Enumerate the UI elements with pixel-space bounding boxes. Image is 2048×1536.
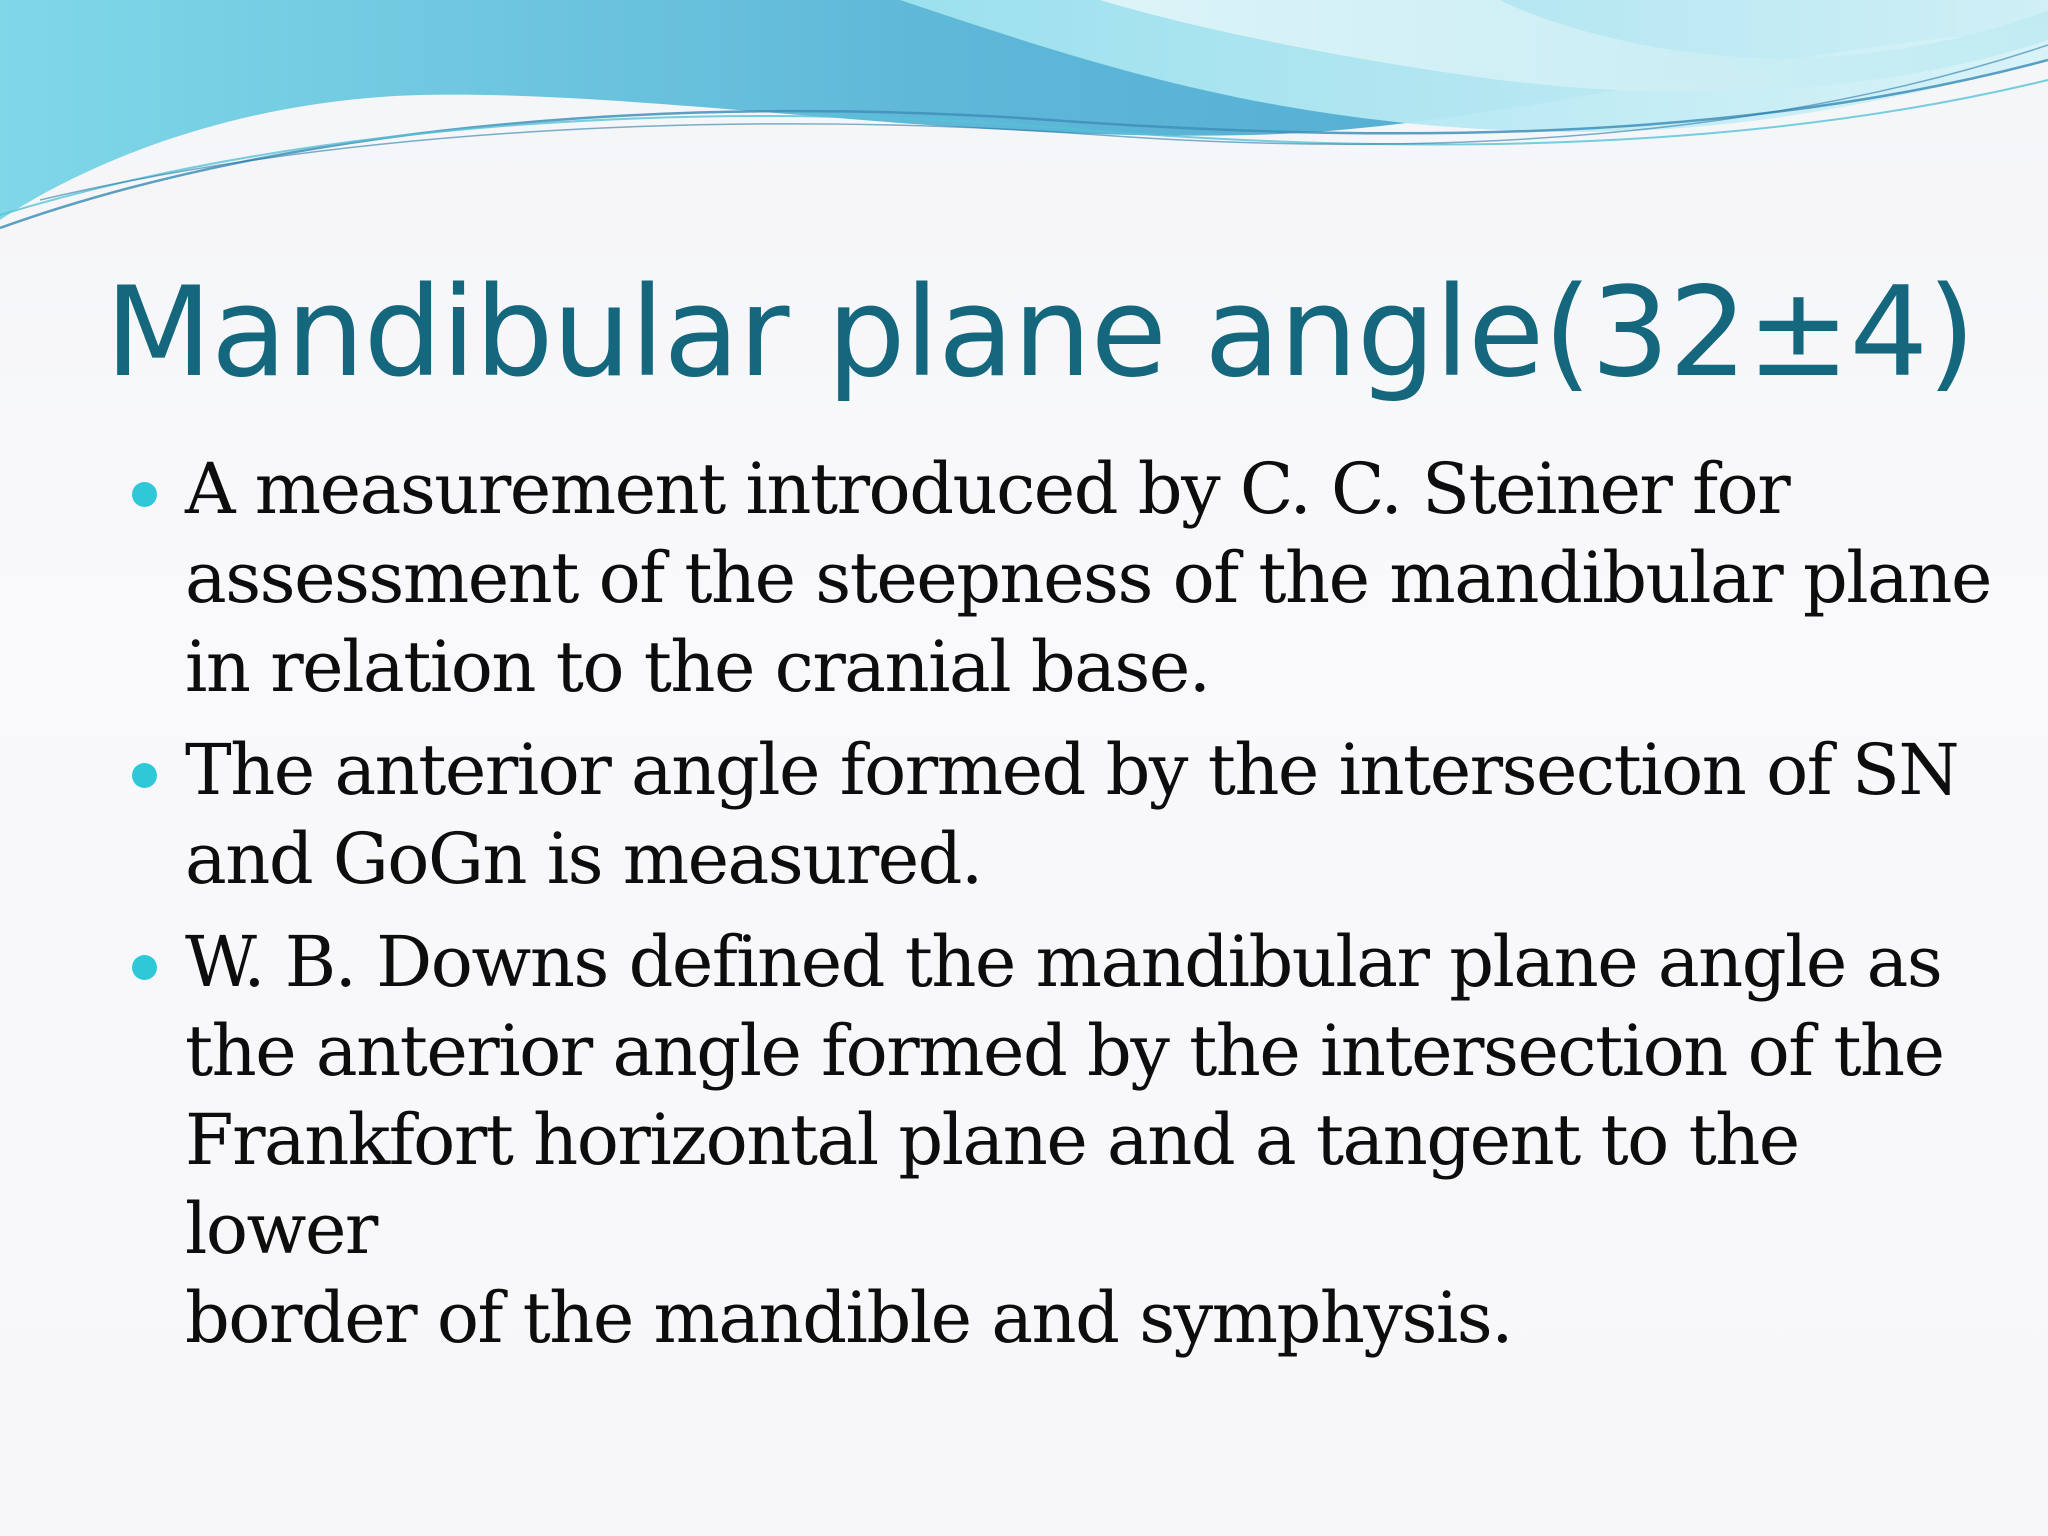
header-wave-decoration — [0, 0, 2048, 240]
bullet-marker-icon — [132, 482, 157, 507]
bullet-item — [0, 445, 2048, 712]
bullet-text: W. B. Downs defined the mandibular plane angle as the anterior angle formed by the intersection of the Frankfort horizontal plane and a tangent to the lower border of the mandible and symphysis. — [185, 921, 1944, 1359]
slide-title: Mandibular plane angle(32±4) — [105, 261, 1975, 405]
bullet-item — [0, 918, 2048, 1363]
bullet-list — [0, 445, 2048, 1377]
bullet-text: A measurement introduced by C. C. Steiner for assessment of the steepness of the mandibular plane in relation to the cranial base. — [185, 448, 1991, 708]
bullet-item — [0, 726, 2048, 904]
bullet-marker-icon — [132, 763, 157, 788]
bullet-marker-icon — [132, 955, 157, 980]
bullet-text: The anterior angle formed by the intersection of SN and GoGn is measured. — [185, 729, 1959, 900]
